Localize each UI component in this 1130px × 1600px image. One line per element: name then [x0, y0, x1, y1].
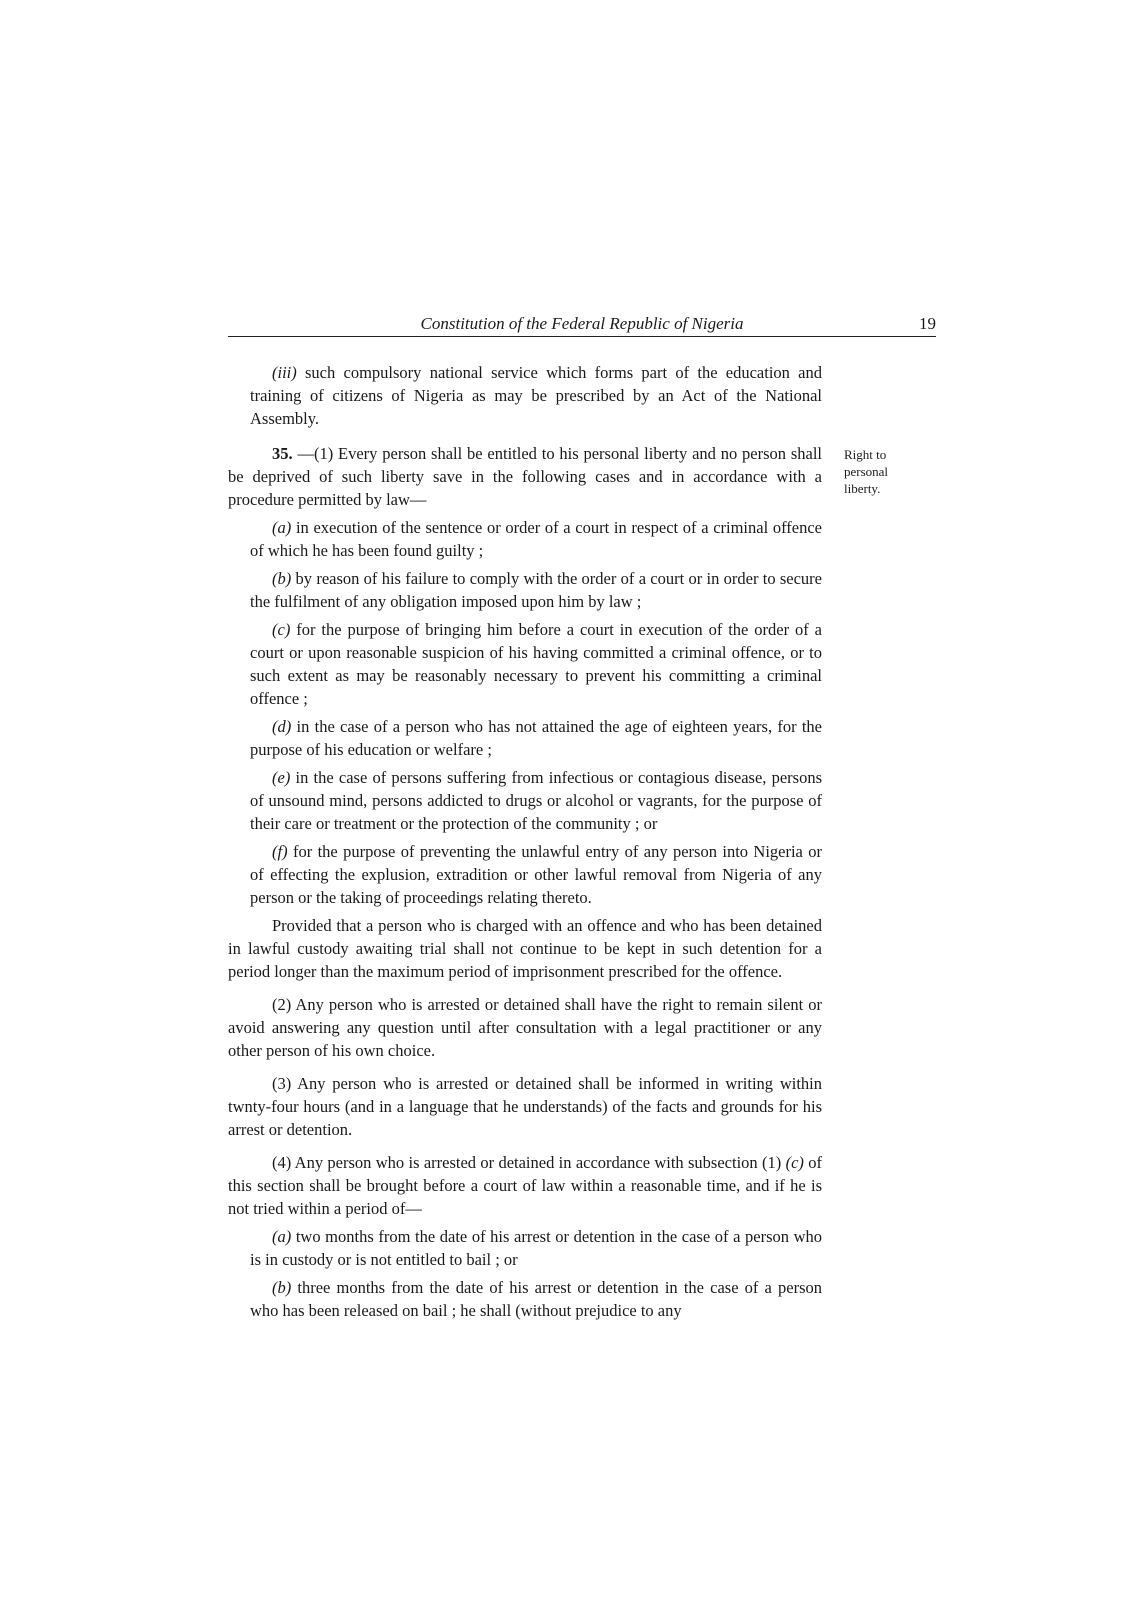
- clause-label: (e): [272, 768, 291, 787]
- page-number: 19: [919, 314, 936, 333]
- section-body: [228, 361, 822, 1322]
- section-number: 35.: [272, 444, 293, 463]
- item-iii: [228, 361, 822, 430]
- subsection-text: (4) Any person who is arrested or detained in accordance with subsection (1): [272, 1153, 782, 1172]
- clause-d: [228, 715, 822, 761]
- clause-text: for the purpose of bringing him before a court in execution of the order of a court or upon reasonable suspicion of his having committed a criminal offence, or to such extent as may be reasonably necessary to prevent his committing a criminal offence ;: [250, 620, 822, 708]
- subsection-text: of this section shall be brought before a court of law within a reasonable time, and if he is not tried within a period of—: [228, 1153, 823, 1218]
- subsection-4: [228, 1151, 822, 1220]
- clause-text: by reason of his failure to comply with the order of a court or in order to secure the fulfilment of any obligation imposed upon him by law ;: [250, 569, 822, 611]
- clause-c: [228, 618, 822, 710]
- clause-b: [228, 567, 822, 613]
- clause-label: (a): [272, 518, 292, 537]
- section-35-heading: [228, 442, 822, 511]
- proviso: Provided that a person who is charged with an offence and who has been detained in lawful custody awaiting trial shall not continue to be kept in such detention for a period longer than the maximum period of imprisonment prescribed for the offence.: [228, 916, 822, 981]
- item-label: (iii): [272, 363, 297, 382]
- clause-text: in the case of persons suffering from infectious or contagious disease, persons of unsound mind, persons addicted to drugs or alcohol or vagrants, for the purpose of their care or treatment or the protection of the community ; or: [250, 768, 823, 833]
- clause-text: for the purpose of preventing the unlawful entry of any person into Nigeria or of effecting the explusion, extradition or other lawful removal from Nigeria of any person or the taking of proceedings relating thereto.: [250, 842, 823, 907]
- clause-label: (c): [785, 1153, 804, 1172]
- clause-text: in execution of the sentence or order of a court in respect of a criminal offence of which he has been found guilty ;: [250, 518, 823, 560]
- clause-f: [228, 840, 822, 909]
- margin-note-line: Right to: [844, 447, 887, 462]
- clause-label: (c): [272, 620, 291, 639]
- section-text: Every person shall be entitled to his personal liberty and no person shall be deprived of such liberty save in the following cases and in accordance with a procedure permitted by law—: [228, 444, 823, 509]
- clause-label: (a): [272, 1227, 292, 1246]
- clause-label: (f): [272, 842, 288, 861]
- clause-label: (b): [272, 569, 292, 588]
- margin-note: [844, 446, 914, 497]
- clause-a: [228, 516, 822, 562]
- clause-label: (d): [272, 717, 292, 736]
- clause-label: (b): [272, 1278, 292, 1297]
- subsection-2: (2) Any person who is arrested or detained shall have the right to remain silent or avoid answering any question until after consultation with a legal practitioner or any other person of his own choice.: [228, 995, 822, 1060]
- running-title: Constitution of the Federal Republic of Nigeria: [420, 314, 744, 333]
- subsection-3: (3) Any person who is arrested or detained shall be informed in writing within twnty-four hours (and in a language that he understands) of the facts and grounds for his arrest or detention.: [228, 1074, 822, 1139]
- clause-a-2: [228, 1225, 822, 1271]
- clause-text: two months from the date of his arrest or detention in the case of a person who is in custody or is not entitled to bail ; or: [250, 1227, 822, 1269]
- subsection-marker: —(1): [297, 444, 334, 463]
- clause-text: in the case of a person who has not attained the age of eighteen years, for the purpose of his education or welfare ;: [250, 717, 823, 759]
- page-header: [228, 314, 936, 337]
- item-text: such compulsory national service which forms part of the education and training of citizens of Nigeria as may be prescribed by an Act of the National Assembly.: [250, 363, 823, 428]
- clause-e: [228, 766, 822, 835]
- margin-note-line: personal: [844, 464, 889, 479]
- clause-text: three months from the date of his arrest or detention in the case of a person who has been released on bail ; he shall (without prejudice to any: [250, 1278, 822, 1320]
- clause-b-2: [228, 1276, 822, 1322]
- margin-note-line: liberty.: [844, 481, 881, 496]
